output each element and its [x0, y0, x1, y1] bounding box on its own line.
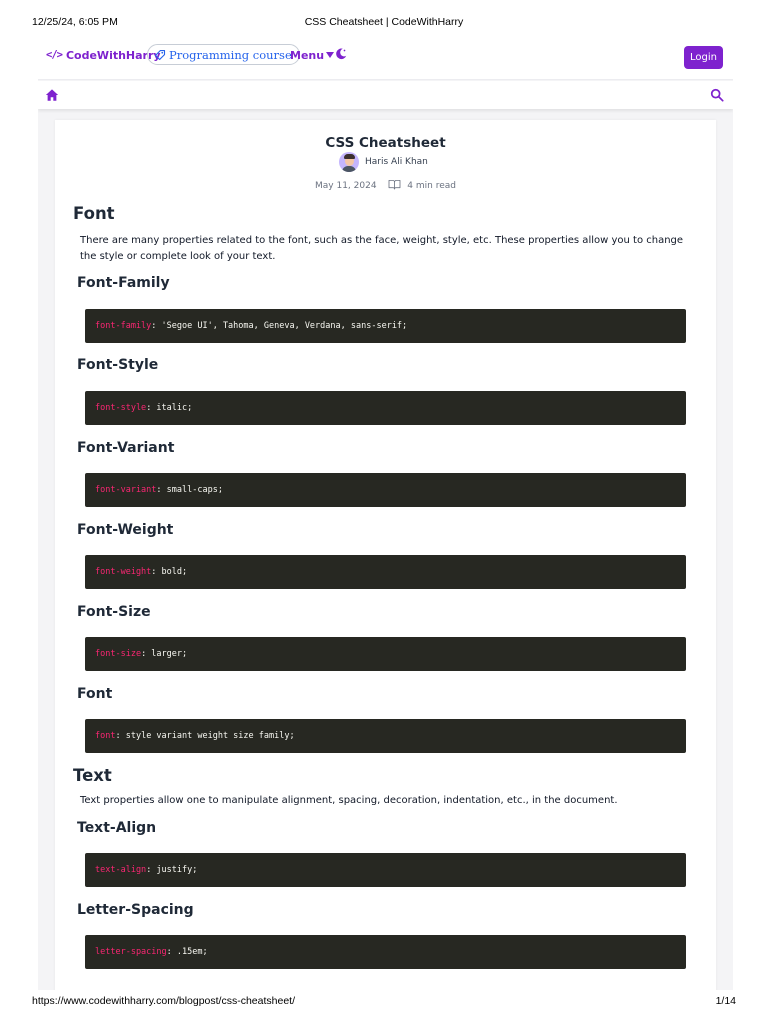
publish-date: May 11, 2024	[315, 181, 377, 191]
code-value: : style variant weight size family;	[115, 731, 295, 741]
section-heading: Font	[73, 204, 115, 223]
code-property: font-weight	[95, 567, 152, 577]
property-heading: Letter-Spacing	[77, 902, 194, 918]
code-value: : small-caps;	[156, 485, 223, 495]
code-value: : .15em;	[166, 947, 208, 957]
tag-icon	[154, 49, 166, 61]
section-heading: Text	[73, 766, 112, 785]
moon-icon[interactable]	[334, 47, 348, 61]
author-byline[interactable]	[339, 152, 428, 172]
property-heading: Font-Size	[77, 604, 151, 620]
code-property: text-align	[95, 865, 147, 875]
property-heading: Text-Align	[77, 820, 157, 836]
home-icon[interactable]	[45, 88, 59, 102]
code-property: letter-spacing	[95, 947, 167, 957]
caret-down-icon	[326, 52, 334, 58]
brand-logo-link[interactable]	[46, 46, 161, 64]
code-block	[85, 719, 686, 753]
secondary-nav	[38, 81, 733, 109]
property-heading: Font-Variant	[77, 440, 175, 456]
print-page-title: CSS Cheatsheet | CodeWithHarry	[304, 16, 464, 28]
menu-label: Menu	[290, 48, 325, 62]
property-heading: Font-Weight	[77, 522, 174, 538]
print-page-number: 1/14	[715, 995, 736, 1007]
code-value: : italic;	[146, 403, 193, 413]
code-block	[85, 935, 686, 969]
print-header	[0, 16, 768, 30]
code-property: font-style	[95, 403, 147, 413]
print-footer	[0, 995, 768, 1009]
print-url: https://www.codewithharry.com/blogpost/css-cheatsheet/	[32, 995, 296, 1007]
article-meta	[55, 179, 716, 191]
search-icon[interactable]	[710, 88, 724, 102]
login-button[interactable]: Login	[684, 46, 723, 69]
property-heading: Font-Style	[77, 357, 159, 373]
code-property: font	[95, 731, 116, 741]
programming-course-link[interactable]	[147, 44, 300, 65]
code-block	[85, 853, 686, 887]
code-block	[85, 555, 686, 589]
code-value: : bold;	[151, 567, 188, 577]
avatar	[339, 152, 359, 172]
brand-name: CodeWithHarry	[65, 48, 161, 62]
section-description: There are many properties related to the font, such as the face, weight, style, etc. These properties allow you to change the style or complete look of your text.	[80, 235, 684, 262]
article-card	[55, 120, 716, 990]
code-value: : justify;	[146, 865, 198, 875]
print-datetime: 12/25/24, 6:05 PM	[32, 16, 118, 28]
navbar	[38, 36, 733, 80]
code-block	[85, 391, 686, 425]
property-heading: Font	[77, 686, 113, 702]
book-icon	[388, 179, 401, 190]
code-block	[85, 309, 686, 343]
code-icon: </>	[46, 49, 62, 61]
code-property: font-family	[95, 321, 152, 331]
menu-dropdown[interactable]	[290, 47, 334, 63]
read-time: 4 min read	[407, 181, 456, 191]
code-value: : larger;	[141, 649, 188, 659]
code-block	[85, 473, 686, 507]
code-property: font-size	[95, 649, 142, 659]
code-value: : 'Segoe UI', Tahoma, Geneva, Verdana, sans-serif;	[151, 321, 408, 331]
author-name: Haris Ali Khan	[365, 157, 428, 167]
page-frame	[38, 36, 733, 990]
article-title: CSS Cheatsheet	[325, 135, 446, 151]
property-heading: Font-Family	[77, 275, 170, 291]
code-property: font-variant	[95, 485, 157, 495]
section-description: Text properties allow one to manipulate alignment, spacing, decoration, indentation, etc., in the document.	[80, 795, 618, 806]
code-block	[85, 637, 686, 671]
course-label: Programming course	[169, 47, 292, 62]
